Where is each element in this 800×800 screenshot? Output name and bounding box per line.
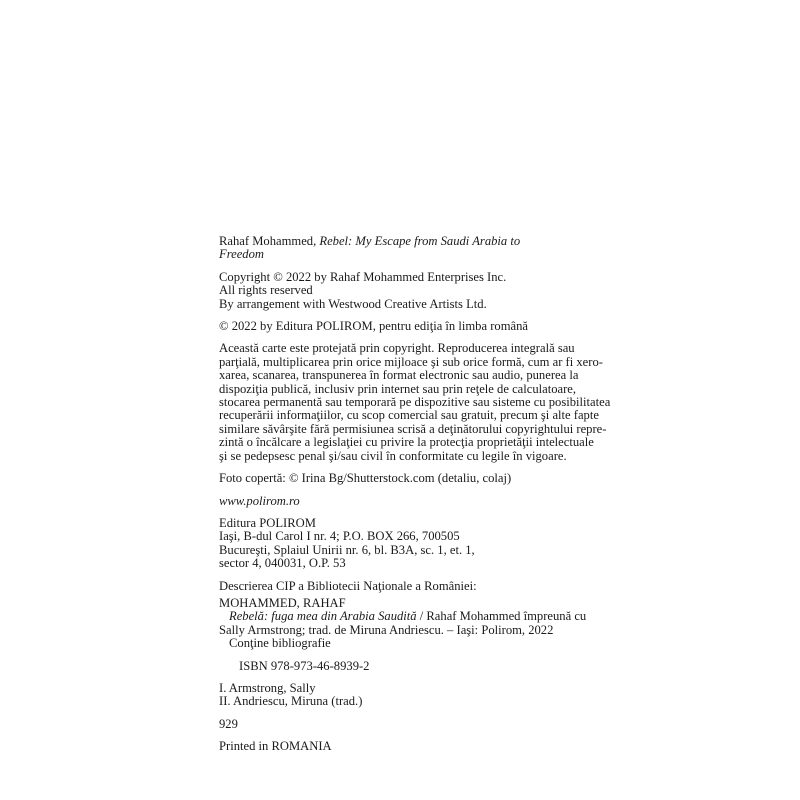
- classification-number: 929: [219, 716, 238, 731]
- legal-line: stocarea permanentă sau temporară pe dispozitive sau sisteme cu posibilitatea: [219, 395, 611, 410]
- cip-author: MOHAMMED, RAHAF: [219, 595, 346, 610]
- legal-line: xarea, scanarea, transpunerea în format electronic sau audio, punerea la: [219, 368, 579, 383]
- legal-line: şi se pedepsesc penal şi/sau civil în conformitate cu legile în vigoare.: [219, 448, 567, 463]
- legal-line: dispoziţia publică, inclusiv prin internet sau prin reţele de calculatoare,: [219, 381, 577, 396]
- publisher-address: [219, 517, 565, 571]
- legal-line: Această carte este protejată prin copyright. Reproducerea integrală sau: [219, 341, 575, 356]
- photo-credit: Foto copertă: © Irina Bg/Shutterstock.com (detaliu, colaj): [219, 471, 512, 486]
- role-line: II. Andriescu, Miruna (trad.): [219, 694, 363, 709]
- copyright-block: [219, 271, 565, 311]
- book-title: Rebel: My Escape from Saudi Arabia to Freedom: [219, 234, 521, 262]
- publisher-address-line: Bucureşti, Splaiul Unirii nr. 6, bl. B3A, sc. 1, et. 1,: [219, 542, 475, 557]
- copyright-line: Copyright © 2022 by Rahaf Mohammed Enterprises Inc.: [219, 269, 507, 284]
- legal-line: recuperării informaţiilor, cu scop comercial sau gratuit, precum şi alte fapte: [219, 408, 599, 423]
- publisher-address-line: sector 4, 040031, O.P. 53: [219, 556, 346, 571]
- cip-entry-rest: / Rahaf Mohammed împreună cu: [416, 609, 587, 624]
- romanian-edition-line: © 2022 by Editura POLIROM, pentru ediţia în limba română: [219, 319, 528, 334]
- cip-entry-line2: Sally Armstrong; trad. de Miruna Andriescu. – Iaşi: Polirom, 2022: [219, 622, 554, 637]
- cip-entry: [219, 609, 587, 624]
- contributor-roles: [219, 682, 565, 709]
- role-line: I. Armstrong, Sally: [219, 680, 316, 695]
- legal-line: similare săvârşite fără permisiunea scrisă a deţinătorului copyrightului repre-: [219, 421, 607, 436]
- legal-notice: [219, 341, 611, 463]
- publisher-address-line: Iaşi, B-dul Carol I nr. 4; P.O. BOX 266, 700505: [219, 529, 460, 544]
- arrangement-line: By arrangement with Westwood Creative Artists Ltd.: [219, 296, 487, 311]
- cip-record: [219, 578, 587, 673]
- rights-line: All rights reserved: [219, 283, 313, 298]
- legal-line: zintă o încălcare a legislaţiei cu privire la protecţia proprietăţii intelectuale: [219, 435, 594, 450]
- author-name: Rahaf Mohammed,: [219, 234, 317, 248]
- isbn: ISBN 978-973-46-8939-2: [239, 658, 370, 673]
- publisher-name: Editura POLIROM: [219, 515, 316, 530]
- printed-in: Printed in ROMANIA: [219, 739, 332, 754]
- copyright-page: [219, 234, 611, 754]
- legal-line: parţială, multiplicarea prin orice mijloace şi sub orice formă, cum ar fi xero-: [219, 354, 603, 369]
- cip-heading: Descrierea CIP a Bibliotecii Naţionale a României:: [219, 578, 477, 593]
- cip-contents: Conţine bibliografie: [229, 636, 331, 651]
- book-title-line: [219, 235, 565, 262]
- website-link[interactable]: www.polirom.ro: [219, 493, 300, 508]
- cip-ro-title: Rebelă: fuga mea din Arabia Saudită: [229, 609, 417, 624]
